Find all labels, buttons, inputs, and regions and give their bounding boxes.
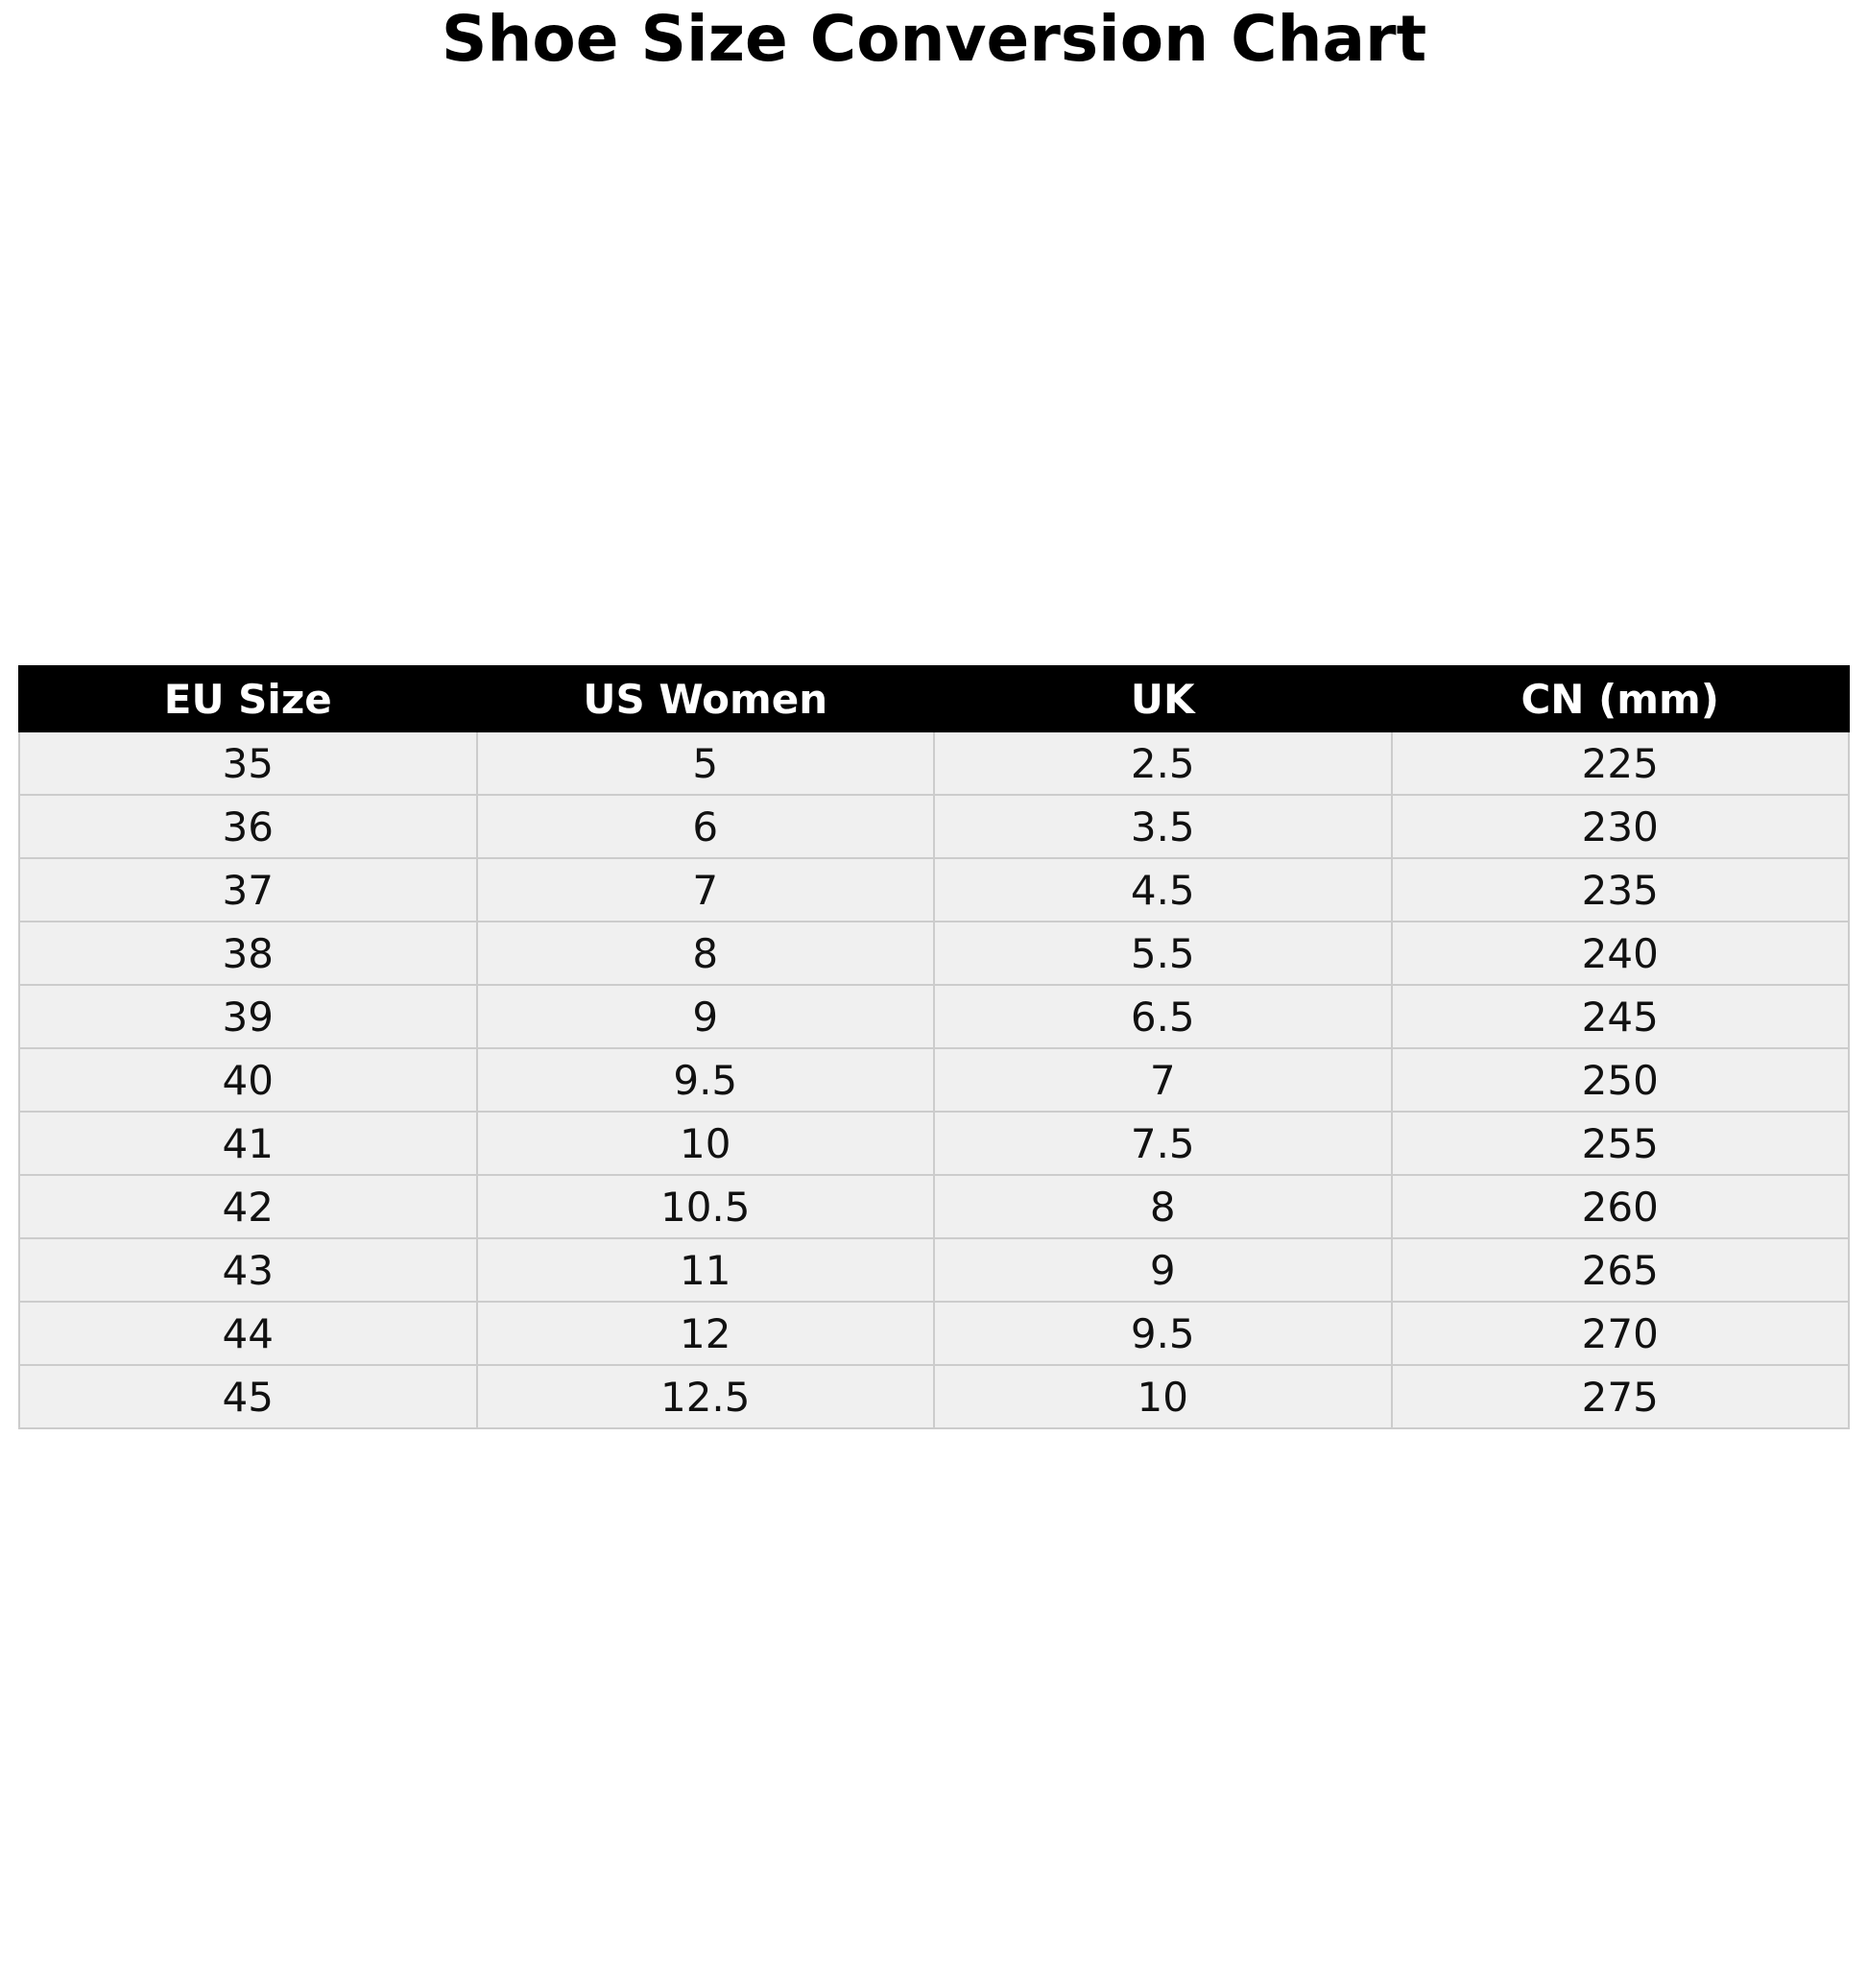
table-cell: 9 xyxy=(477,985,935,1048)
table-cell: 5 xyxy=(477,731,935,795)
header-row xyxy=(19,666,1849,731)
table-cell: 41 xyxy=(19,1112,477,1175)
table-cell: 12 xyxy=(477,1302,935,1365)
table-cell: 250 xyxy=(1392,1048,1850,1112)
table-cell: 275 xyxy=(1392,1365,1850,1428)
table-cell: 5.5 xyxy=(934,922,1392,985)
table-cell: 42 xyxy=(19,1175,477,1238)
column-header-1: US Women xyxy=(477,666,935,731)
table-cell: 7 xyxy=(477,858,935,922)
table-row xyxy=(19,858,1849,922)
table-cell: 240 xyxy=(1392,922,1850,985)
table-cell: 9.5 xyxy=(934,1302,1392,1365)
table-cell: 44 xyxy=(19,1302,477,1365)
table-cell: 7 xyxy=(934,1048,1392,1112)
table-cell: 2.5 xyxy=(934,731,1392,795)
table-cell: 10 xyxy=(934,1365,1392,1428)
table-cell: 37 xyxy=(19,858,477,922)
table-row xyxy=(19,1048,1849,1112)
table-cell: 43 xyxy=(19,1238,477,1302)
table-cell: 235 xyxy=(1392,858,1850,922)
table-container xyxy=(18,665,1850,1429)
table-body xyxy=(19,731,1849,1428)
table-row xyxy=(19,731,1849,795)
table-cell: 8 xyxy=(477,922,935,985)
table-cell: 9.5 xyxy=(477,1048,935,1112)
table-row xyxy=(19,1302,1849,1365)
table-cell: 6.5 xyxy=(934,985,1392,1048)
table-cell: 3.5 xyxy=(934,795,1392,858)
table-row xyxy=(19,985,1849,1048)
table-cell: 10.5 xyxy=(477,1175,935,1238)
table-row xyxy=(19,795,1849,858)
column-header-3: CN (mm) xyxy=(1392,666,1850,731)
table-cell: 225 xyxy=(1392,731,1850,795)
table-cell: 12.5 xyxy=(477,1365,935,1428)
table-cell: 260 xyxy=(1392,1175,1850,1238)
table-cell: 6 xyxy=(477,795,935,858)
chart-title: Shoe Size Conversion Chart xyxy=(441,2,1427,76)
table-row xyxy=(19,1175,1849,1238)
table-cell: 7.5 xyxy=(934,1112,1392,1175)
conversion-table xyxy=(18,665,1850,1429)
table-cell: 39 xyxy=(19,985,477,1048)
table-cell: 265 xyxy=(1392,1238,1850,1302)
table-cell: 10 xyxy=(477,1112,935,1175)
table-cell: 9 xyxy=(934,1238,1392,1302)
table-head xyxy=(19,666,1849,731)
table-cell: 38 xyxy=(19,922,477,985)
table-row xyxy=(19,1365,1849,1428)
table-row xyxy=(19,1238,1849,1302)
table-row xyxy=(19,922,1849,985)
column-header-0: EU Size xyxy=(19,666,477,731)
table-row xyxy=(19,1112,1849,1175)
table-cell: 45 xyxy=(19,1365,477,1428)
table-cell: 4.5 xyxy=(934,858,1392,922)
table-cell: 40 xyxy=(19,1048,477,1112)
table-cell: 255 xyxy=(1392,1112,1850,1175)
table-cell: 36 xyxy=(19,795,477,858)
table-cell: 8 xyxy=(934,1175,1392,1238)
table-cell: 245 xyxy=(1392,985,1850,1048)
table-cell: 270 xyxy=(1392,1302,1850,1365)
table-cell: 35 xyxy=(19,731,477,795)
table-cell: 11 xyxy=(477,1238,935,1302)
table-cell: 230 xyxy=(1392,795,1850,858)
column-header-2: UK xyxy=(934,666,1392,731)
